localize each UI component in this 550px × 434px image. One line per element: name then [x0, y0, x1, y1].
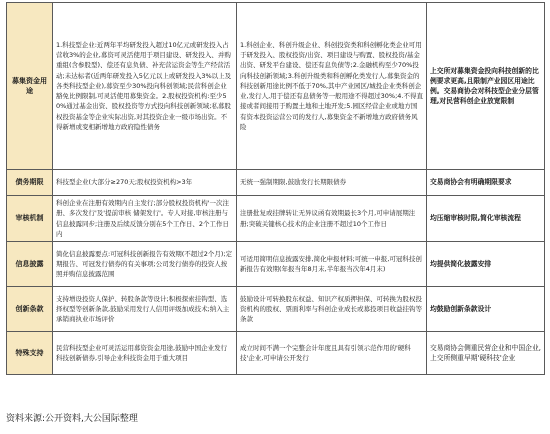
table-cell: 科创企业在注册有效期内自主发行;部分股权投资机构'一次注册、多次发行'及'提前审核 储架发行'。专人对接,审核注册与信息披露同步;注册及后续反馈分别在5个工作日、2个工作日内: [53, 196, 237, 242]
table-cell: 鼓励设计可转换股东权益、知识产权质押担保、可转换为股权投资机构的股权、票面利率与科创企业成长或募投项目收益挂钩等条款: [237, 287, 427, 332]
table-cell: 均压缩审核时限,简化审核流程: [427, 196, 545, 242]
comparison-table: [6, 2, 545, 375]
table-cell: 交易商协会侧重民营企业和中国企业,上交所侧重早期'硬科技'企业: [427, 332, 545, 375]
row-label: 审核机制: [7, 196, 53, 242]
table-cell: 支持增设投资人保护、转股条款等设计;积极探索挂钩型、选择权型等创新条款,鼓励采用发行人信用评级加成技术;纳入主承销商执业市场评价: [53, 287, 237, 332]
table-cell: 均鼓励创新条款设计: [427, 287, 545, 332]
row-label: 信息披露: [7, 242, 53, 287]
row-label: 债务期限: [7, 170, 53, 196]
table-cell: 科技型企业(大部分≥270天;股权投资机构>3年: [53, 170, 237, 196]
source-note: 资料来源:公开资料,大公国际整理: [6, 414, 138, 424]
table-cell: 交易商协会有明确期限要求: [427, 170, 545, 196]
table-cell: 1.科技型企业:近两年平均研发投入超过10亿元或研发投入占营收3%的企业,募资可灵活使用于项目建设、研发投入、并购重组(含参股型)、偿还有息负债、补充营运资金等生产经营活动;未达标者(近两年研发投入5亿元以上或研发投入3%以上及各类科技型企业),募资至少30%投向科创领域;民营科创企业豁免比例限制,可灵活使用募集资金。2.股权投资机构:至少50%通过基金出资、股权投资等方式投向科技创新领域;私募股权投资基金等企业实际出资,对其投资企业一级市场出资。不得新增或变相新增地方政府隐性债务: [53, 3, 237, 170]
table-cell: 民营科技型企业可灵活运用募资资金用途,鼓励中国企业发行科技创新债券,引导企业科技资金用于重大项目: [53, 332, 237, 375]
table-row: [7, 196, 545, 242]
table-cell: 上交所对募集资金投向科技创新的比例要求更高,且限制产业园区用途比例。交易商协会对科技型企业分层管理,对民营科创企业放宽限制: [427, 3, 545, 170]
table-cell: 无统一强制期限,鼓励发行长期限债券: [237, 170, 427, 196]
table-cell: 均提供简化披露安排: [427, 242, 545, 287]
row-label: 募集资金用途: [7, 3, 53, 170]
table-row: [7, 3, 545, 170]
table-row: [7, 287, 545, 332]
table-cell: 可适用简明信息披露安排,简化申报材料;可统一申报,可冠科技创新报告有效期(年报当年8月末,半年报当次年4月末): [237, 242, 427, 287]
row-label: 特殊支持: [7, 332, 53, 375]
table-cell: 注册批复或挂牌转让无异议函有效期最长3个月,可申请展期注册;突破关键核心技术的企业注册不超过10个工作日: [237, 196, 427, 242]
table-row: [7, 332, 545, 375]
table-cell: 成立时间不满一个完整会计年度且具有引领示范作用的'硬科技'企业,可申请公开发行: [237, 332, 427, 375]
table-cell: 1.科创企业、科创升级企业、科创投资类和科创孵化类企业可用于研发投入、股权投资/出资、项目建设与购置、股权投资/基金出资、研发平台建设、偿还有息负债等;2.金融机构至少70%投向科技创新领域;3.科创升级类和科创孵化类发行人,募集资金的科技创新用途比例不低于70%,其中产业园区/城投企业类科创企业,发行人,用于偿还有息债务等一般用途不得超过30%;4.不得直接或者间接用于购置土地和土地开发;5.园区经营企业或地方国有资本投资运营公司的发行人,募集资金不新增地方政府债务风险: [237, 3, 427, 170]
row-label: 创新条款: [7, 287, 53, 332]
table-cell: 简化信息披露要点:可冠科技创新报告有效期(不超过2个月);定期报告、可冠发行债券的有关事项;公司发行债券的投资人按照并购信息披露范围: [53, 242, 237, 287]
table-row: [7, 170, 545, 196]
table-row: [7, 242, 545, 287]
